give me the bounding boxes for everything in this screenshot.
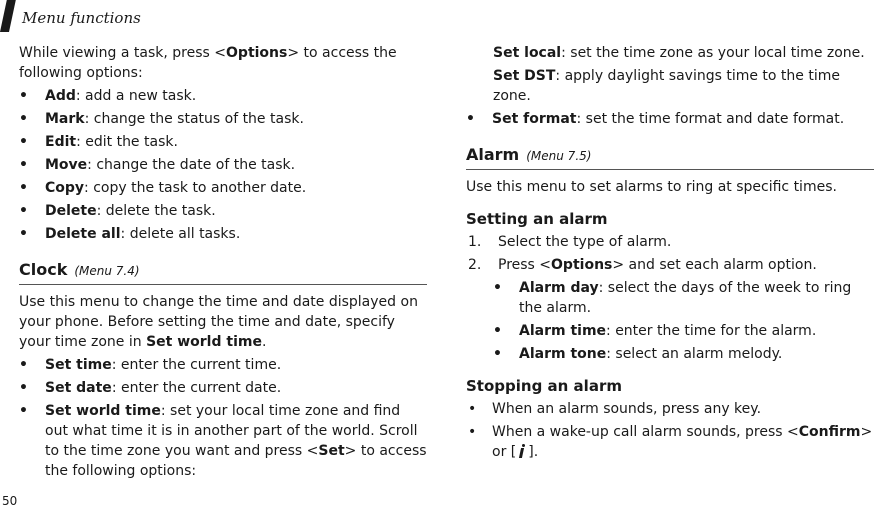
alarm-heading: Alarm (Menu 7.5) bbox=[466, 145, 874, 170]
stop-alarm-item-1: • When an alarm sounds, press any key. bbox=[466, 399, 874, 419]
clock-set-world-time: • Set world time: set your local time zone and find out what time it is in another part of the world. Scroll to the time zone you want and press <Set> to access the following options: bbox=[19, 401, 427, 481]
clock-set-time: • Set time: enter the current time. bbox=[19, 355, 427, 375]
alarm-menu-ref: (Menu 7.5) bbox=[526, 149, 592, 163]
header-bar bbox=[0, 0, 16, 32]
left-column bbox=[19, 43, 427, 481]
page-number: 50 bbox=[2, 494, 18, 508]
clock-set-date: • Set date: enter the current date. bbox=[19, 378, 427, 398]
alarm-step-2: 2. Press <Options> and set each alarm option. bbox=[468, 257, 817, 273]
option-delete: • Delete: delete the task. bbox=[19, 201, 427, 221]
intro-text: While viewing a task, press <Options> to access the following options: bbox=[19, 45, 397, 81]
alarm-option-day: • Alarm day: select the days of the week to ring the alarm. bbox=[493, 278, 874, 318]
clock-description: Use this menu to change the time and date displayed on your phone. Before setting the time and date, specify your time zone in Set world time. bbox=[19, 294, 418, 350]
option-edit: • Edit: edit the task. bbox=[19, 132, 427, 152]
option-add: • Add: add a new task. bbox=[19, 86, 427, 106]
clock-set-format: • Set format: set the time format and date format. bbox=[466, 109, 874, 129]
alarm-step-1: 1. Select the type of alarm. bbox=[468, 234, 672, 250]
info-key-icon bbox=[517, 443, 527, 458]
alarm-option-tone: • Alarm tone: select an alarm melody. bbox=[493, 344, 874, 364]
stopping-alarm-heading: Stopping an alarm bbox=[466, 377, 622, 395]
setting-alarm-heading: Setting an alarm bbox=[466, 210, 608, 228]
option-mark: • Mark: change the status of the task. bbox=[19, 109, 427, 129]
clock-menu-ref: (Menu 7.4) bbox=[74, 264, 140, 278]
right-column bbox=[466, 43, 874, 462]
alarm-description: Use this menu to set alarms to ring at specific times. bbox=[466, 179, 837, 195]
option-move: • Move: change the date of the task. bbox=[19, 155, 427, 175]
world-option-set-local: Set local: set the time zone as your local time zone. bbox=[493, 45, 865, 61]
world-option-set-dst: Set DST: apply daylight savings time to the time zone. bbox=[493, 68, 840, 104]
option-delete-all: • Delete all: delete all tasks. bbox=[19, 224, 427, 244]
stop-alarm-item-2: • When a wake-up call alarm sounds, press <Confirm> or [ ]. bbox=[466, 422, 874, 462]
option-copy: • Copy: copy the task to another date. bbox=[19, 178, 427, 198]
page-header-title: Menu functions bbox=[22, 9, 141, 27]
clock-heading: Clock (Menu 7.4) bbox=[19, 260, 427, 285]
alarm-option-time: • Alarm time: enter the time for the alarm. bbox=[493, 321, 874, 341]
